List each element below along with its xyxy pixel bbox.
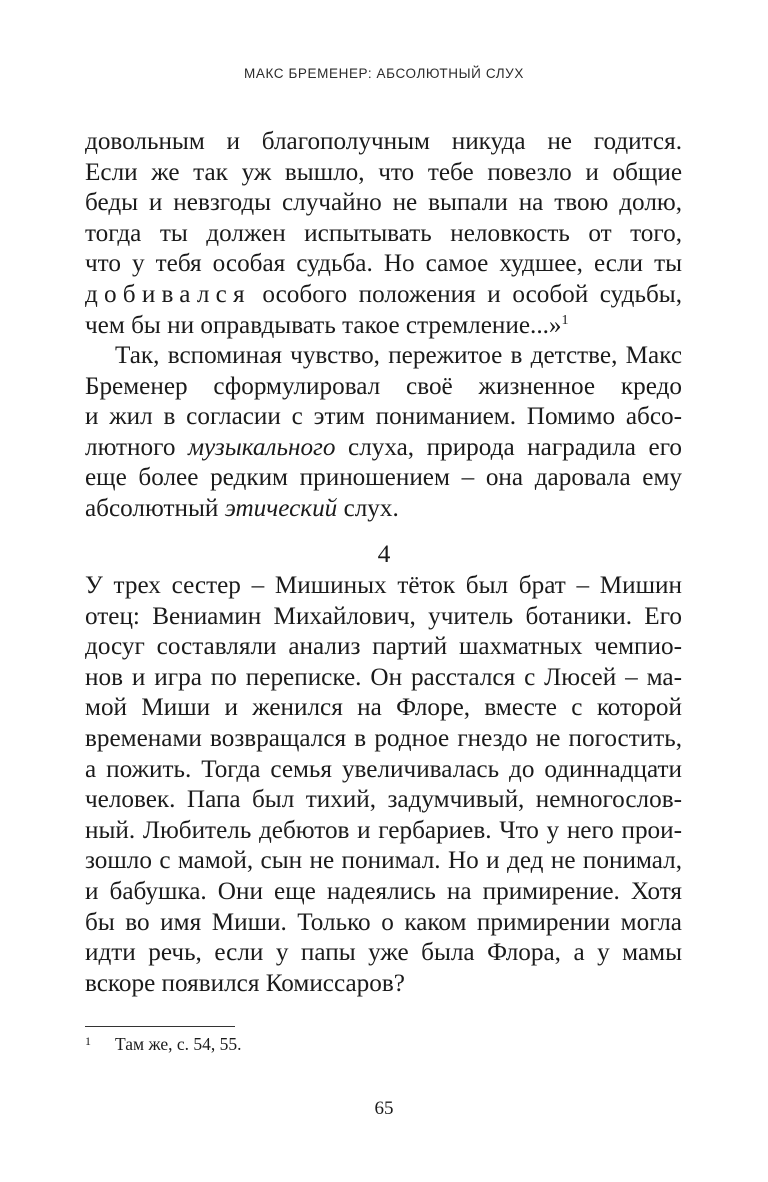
page-number: 65 xyxy=(374,1098,394,1119)
text-line xyxy=(85,494,682,525)
text-line: временами возвращался в родное гнездо не погостить, xyxy=(85,724,682,752)
text-line: ный. Любитель дебютов и гербариев. Что у него прои- xyxy=(85,816,682,844)
text-line: человек. Папа был тихий, задумчивый, немногослов- xyxy=(85,786,682,814)
footnote-text: Там же, с. 54, 55. xyxy=(115,1034,242,1054)
footnote xyxy=(85,1034,242,1055)
text-fragment: слух. xyxy=(337,494,399,522)
footnote-reference[interactable]: 1 xyxy=(561,312,569,328)
text-line xyxy=(85,433,682,464)
text-line: идти речь, если у папы уже была Флора, а у мамы xyxy=(85,939,682,967)
paragraph-credo xyxy=(85,341,682,525)
text-fragment: лютного xyxy=(85,433,188,461)
paragraph-family xyxy=(85,571,682,999)
running-head: МАКС БРЕМЕНЕР: АБСОЛЮТНЫЙ СЛУХ xyxy=(244,66,524,81)
text-line: Так, вспоминая чувство, пережитое в детстве, Макс xyxy=(115,342,682,369)
spaced-emphasis: добивался xyxy=(85,280,251,308)
text-line: нов и игра по переписке. Он расстался с Люсей – ма- xyxy=(85,663,682,691)
text-line: бы во имя Миши. Только о каком примирении могла xyxy=(85,908,682,936)
text-line: зошло с мамой, сын не понимал. Но и дед не понимал, xyxy=(85,847,682,875)
text-line: вскоре появился Комиссаров? xyxy=(85,969,405,997)
chapter-number: 4 xyxy=(377,539,391,568)
text-fragment: абсолютный xyxy=(85,494,225,522)
footnote-divider xyxy=(85,1026,235,1027)
text-line: мой Миши и женился на Флоре, вместе с которой xyxy=(85,694,682,722)
footnote-mark: 1 xyxy=(85,1034,91,1048)
text-line xyxy=(85,280,682,311)
paragraph-quote-end xyxy=(85,127,682,341)
text-line: что у тебя особая судьба. Но самое худшее, если ты xyxy=(85,250,682,278)
text-fragment: особого положения и особой судьбы, xyxy=(250,280,682,308)
italic-emphasis: этический xyxy=(224,494,338,522)
text-line: Если же так уж вышло, что тебе повезло и общие xyxy=(85,158,682,186)
text-fragment: слуха, природа наградила его xyxy=(335,433,682,461)
text-line: еще более редким приношением – она даровала ему xyxy=(85,464,682,492)
text-line: тогда ты должен испытывать неловкость от того, xyxy=(85,219,682,247)
text-line: а пожить. Тогда семья увеличивалась до одиннадцати xyxy=(85,755,682,783)
text-line: и бабушка. Они еще надеялись на примирение. Хотя xyxy=(85,877,682,905)
text-line: довольным и благополучным никуда не годится. xyxy=(85,128,682,155)
text-line: У трех сестер – Мишиных тёток был брат – Мишин xyxy=(85,572,682,599)
text-line: беды и невзгоды случайно не выпали на твою долю, xyxy=(85,189,682,217)
text-line: и жил в согласии с этим пониманием. Помимо абсо- xyxy=(85,403,682,431)
text-line xyxy=(85,311,682,342)
italic-emphasis: музыкального xyxy=(187,433,336,461)
text-line: отец: Вениамин Михайлович, учитель ботаники. Его xyxy=(85,602,682,630)
text-fragment: чем бы ни оправдывать такое стремление...» xyxy=(85,311,562,339)
text-line: Бременер сформулировал своё жизненное кредо xyxy=(85,372,682,400)
text-line: досуг составляли анализ партий шахматных чемпио- xyxy=(85,633,682,661)
